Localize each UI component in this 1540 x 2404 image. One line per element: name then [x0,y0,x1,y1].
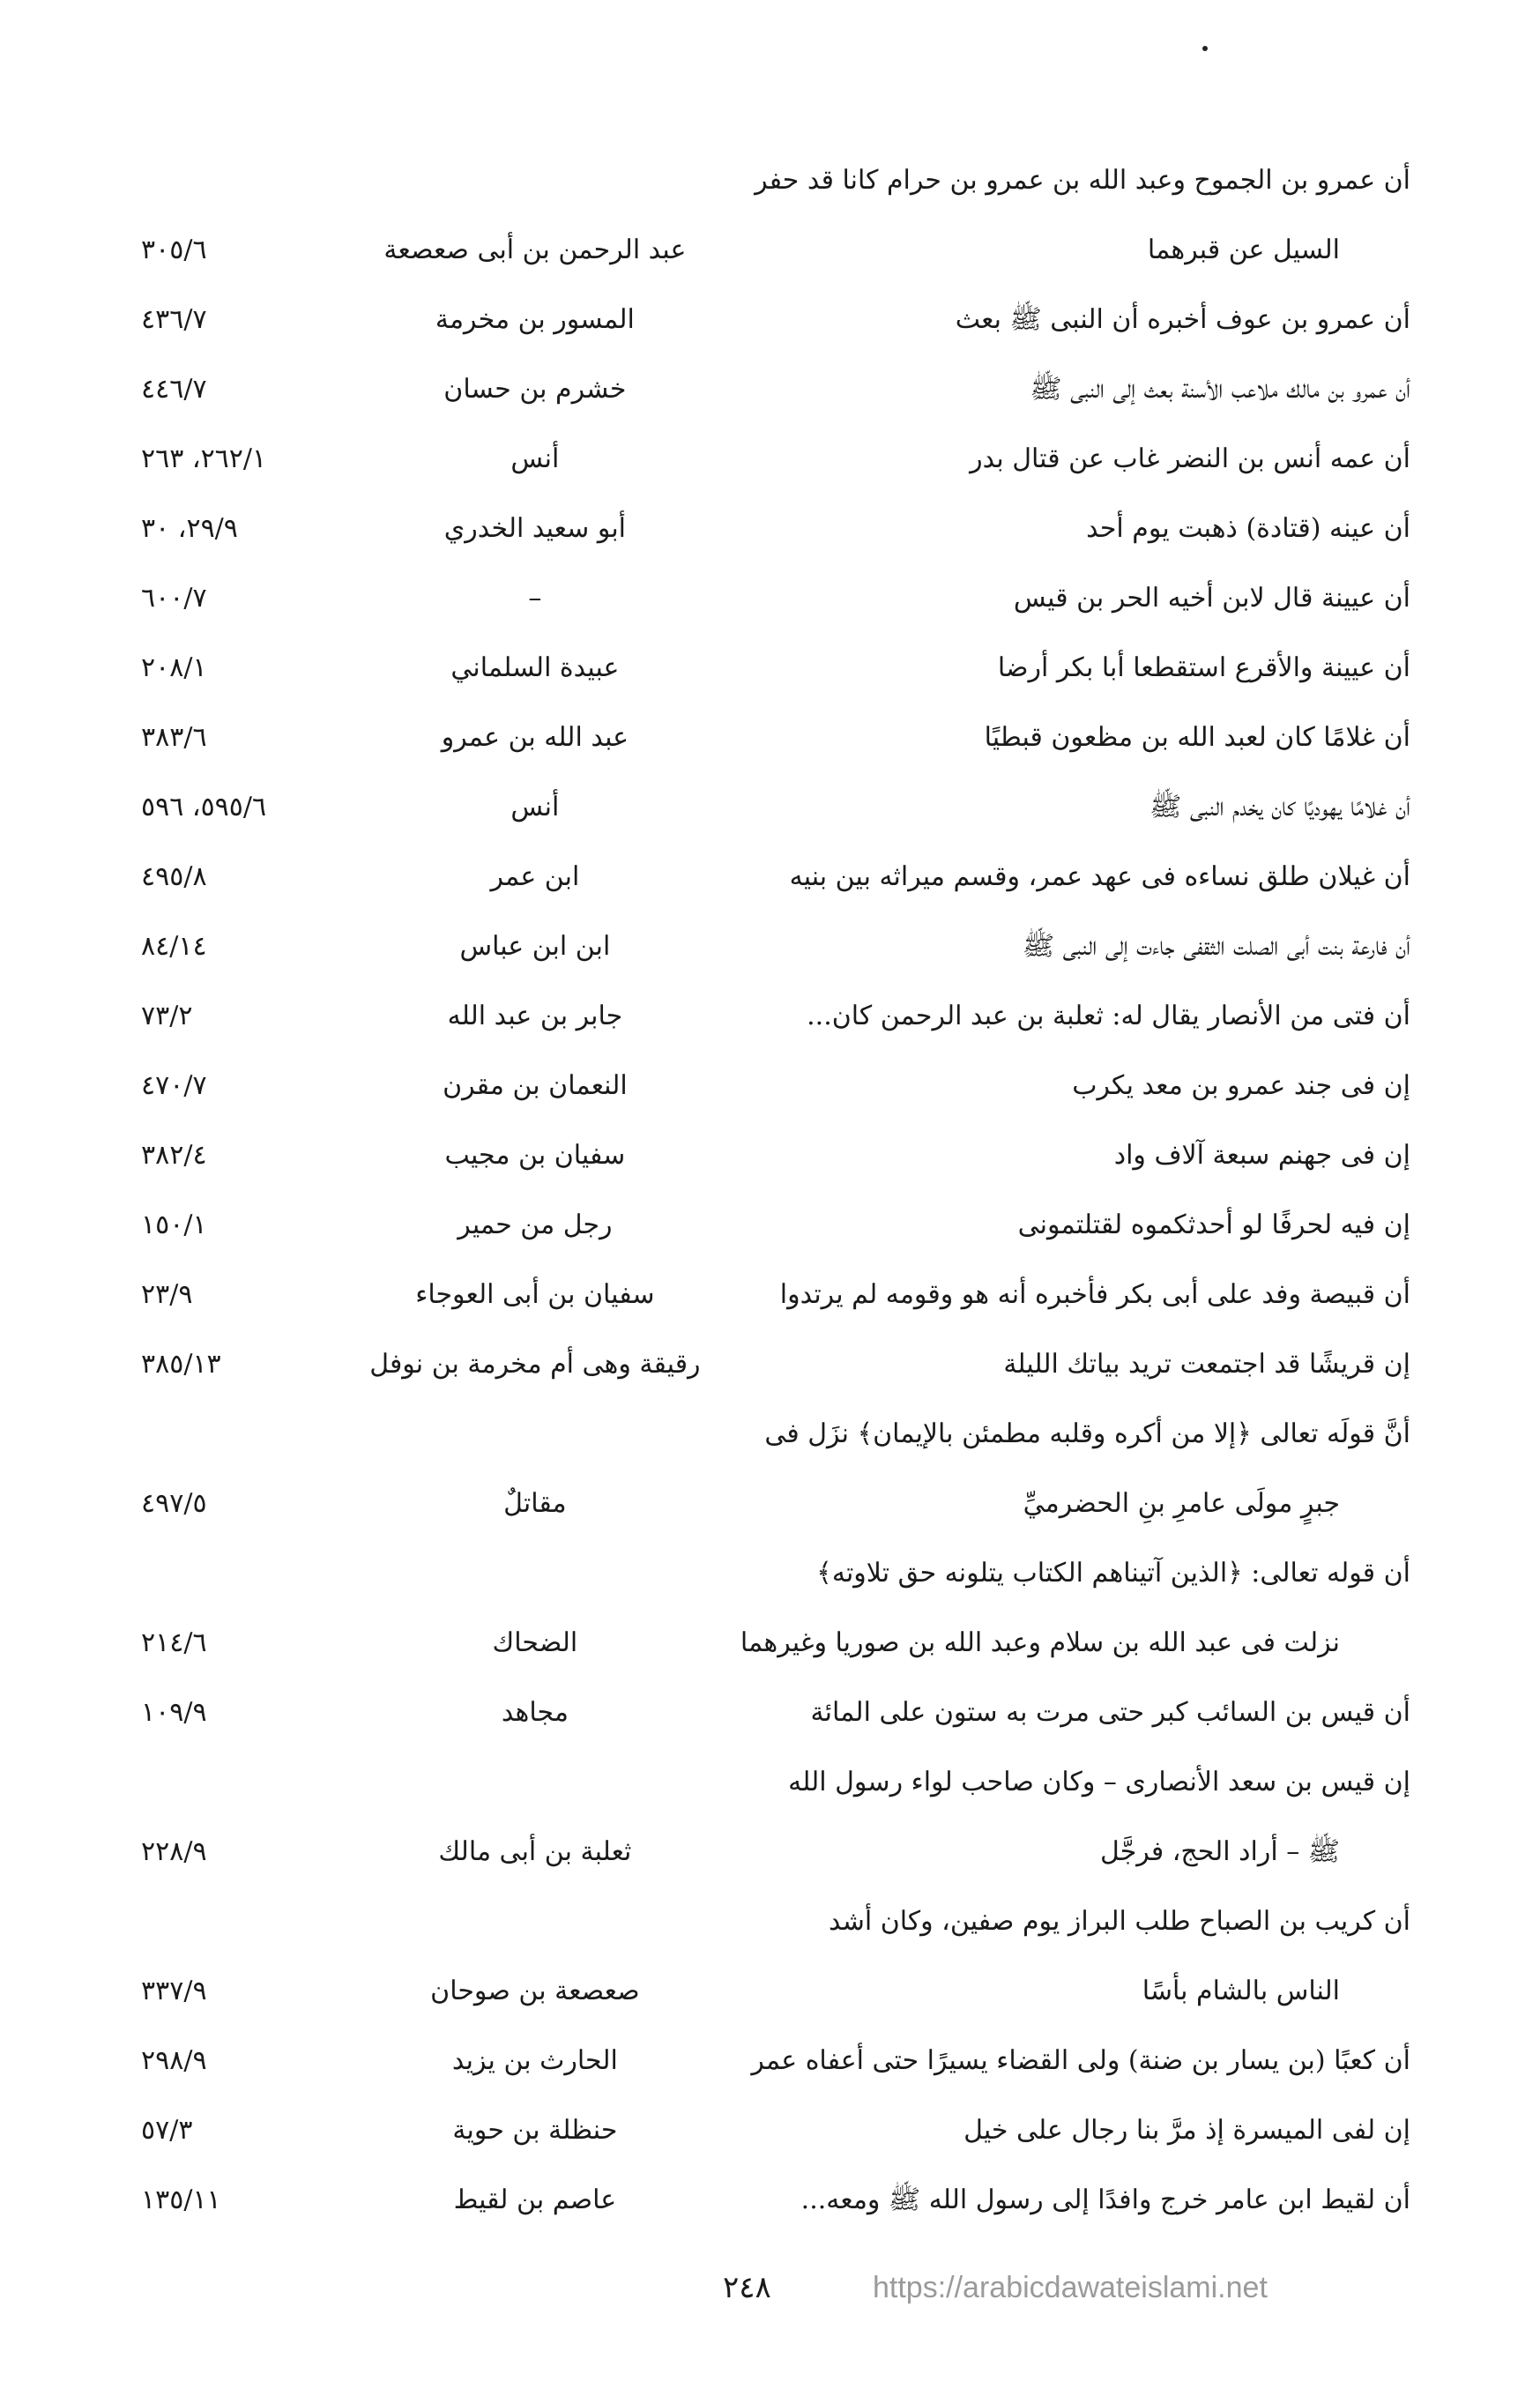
entry-narrator: رجل من حمير [458,1209,613,1240]
index-table [132,163,1410,2252]
entry-text [710,720,1410,755]
entry-text-line: أن قبيصة وفد على أبى بكر فأخبره أنه هو وقومه لم يرتدوا [779,1279,1410,1310]
index-entry [132,1556,1410,1661]
entry-narrator: سفيان بن أبى العوجاء [415,1279,655,1310]
entry-text [710,442,1410,477]
entry-text-line: أن كعبًا (بن يسار بن ضنة) ولى القضاء يسيرًا حتى أعفاه عمر [751,2045,1410,2076]
entry-text [710,1417,1410,1522]
entry-narrator: ابن عمر [490,861,580,892]
entry-text-line: إن فيه لحرفًا لو أحدثكموه لقتلتمونى [1017,1209,1410,1240]
entry-text [710,999,1410,1034]
entry-reference: ٢٣/٩ [141,1279,193,1310]
entry-narrator: سفيان بن مجيب [444,1140,626,1171]
entry-text [710,860,1410,895]
entry-text-line: إن فى جهنم سبعة آلاف واد [1113,1140,1410,1171]
entry-text-line: أن عيينة قال لابن أخيه الحر بن قيس [1013,583,1410,614]
entry-text [710,372,1410,407]
index-entry [132,1068,1410,1104]
index-entry [132,442,1410,477]
index-entry [132,651,1410,686]
index-entry [132,2183,1410,2218]
entry-text-line: أن فتى من الأنصار يقال له: ثعلبة بن عبد الرحمن كان... [807,1001,1410,1031]
index-entry [132,2113,1410,2148]
entry-text-line: أن عمه أنس بن النضر غاب عن قتال بدر [970,443,1410,474]
index-entry [132,720,1410,755]
page-mark [1202,46,1208,51]
entry-text [710,1347,1410,1382]
entry-reference: ٢٢٨/٩ [141,1836,207,1867]
index-entry [132,1277,1410,1313]
entry-reference: ٧٣/٢ [141,1001,193,1031]
index-entry [132,163,1410,268]
entry-text-line: أن غلامًا كان لعبد الله بن مظعون قبطيًا [984,722,1410,753]
entry-text [710,1556,1410,1661]
entry-text [710,1277,1410,1313]
entry-reference: ٢٩/٩، ٣٠ [141,513,238,544]
entry-text [710,302,1410,338]
entry-text-line: إن فى جند عمرو بن معد يكرب [1072,1070,1410,1101]
entry-text [710,929,1410,964]
entry-text-line: السيل عن قبرهما [1147,234,1340,265]
entry-text-line: أن فارعة بنت أبى الصلت الثقفى جاءت إلى النبى ﷺ [1022,931,1410,962]
entry-text [710,1904,1410,2009]
entry-narrator: جابر بن عبد الله [447,1001,623,1031]
entry-narrator: رقيقة وهى أم مخرمة بن نوفل [369,1349,701,1380]
entry-narrator: عبد الله بن عمرو [441,722,629,753]
entry-text [710,1068,1410,1104]
entry-reference: ٣٨٥/١٣ [141,1349,221,1380]
entry-reference: ٤٤٦/٧ [141,374,207,405]
index-entry [132,929,1410,964]
entry-text-line: أن غيلان طلق نساءه فى عهد عمر، وقسم ميراثه بين بنيه [789,861,1410,892]
entry-text-line: أنَّ قولَه تعالى ﴿إلا من أكره وقلبه مطمئن بالإيمان﴾ نزَل فى [764,1418,1410,1449]
entry-reference: ٥٩٥/٦، ٥٩٦ [141,792,267,822]
entry-reference: ٢٦٢/١، ٢٦٣ [141,443,267,474]
entry-text-line: إن قريشًا قد اجتمعت تريد بياتك الليلة [1003,1349,1410,1380]
index-entry [132,1347,1410,1382]
entry-text-line: أن عمرو بن مالك ملاعب الأسنة بعث إلى النبى ﷺ [1030,374,1410,405]
entry-reference: ٥٧/٣ [141,2115,193,2146]
entry-text-line: نزلت فى عبد الله بن سلام وعبد الله بن صوريا وغيرهما [740,1627,1340,1658]
entry-narrator: مقاتلٌ [503,1488,567,1519]
index-entry [132,1695,1410,1730]
entry-narrator: عاصم بن لقيط [453,2184,617,2215]
entry-reference: ٣٣٧/٩ [141,1976,207,2006]
entry-text-line: أن قيس بن السائب كبر حتى مرت به ستون على المائة [810,1697,1410,1728]
entry-narrator: المسور بن مخرمة [435,304,635,335]
entry-reference: ٨٤/١٤ [141,931,207,962]
entry-text [710,2183,1410,2218]
entry-text-line: إن قيس بن سعد الأنصارى – وكان صاحب لواء رسول الله [788,1767,1410,1797]
index-entry [132,1208,1410,1243]
entry-reference: ٤٩٥/٨ [141,861,207,892]
entry-reference: ١٣٥/١١ [141,2184,221,2215]
entry-text-line: أن قوله تعالى: ﴿الذين آتيناهم الكتاب يتلونه حق تلاوته﴾ [816,1558,1410,1589]
entry-text [710,2113,1410,2148]
entry-narrator: الحارث بن يزيد [451,2045,618,2076]
index-entry [132,790,1410,825]
entry-text [710,163,1410,268]
entry-text [710,1208,1410,1243]
entry-text-line: أن عمرو بن الجموح وعبد الله بن عمرو بن حرام كانا قد حفر [755,165,1410,196]
entry-narrator: صعصعة بن صوحان [430,1976,640,2006]
entry-text [710,790,1410,825]
entry-text-line: إن لفى الميسرة إذ مرَّ بنا رجال على خيل [963,2115,1410,2146]
entry-reference: ٤٧٠/٧ [141,1070,207,1101]
index-entry [132,999,1410,1034]
index-entry [132,2043,1410,2079]
entry-narrator: ثعلبة بن أبى مالك [438,1836,632,1867]
entry-reference: ٤٩٧/٥ [141,1488,207,1519]
entry-text-line: أن لقيط ابن عامر خرج وافدًا إلى رسول الله ﷺ ومعه... [800,2184,1410,2215]
page-number: ٢٤٨ [723,2270,771,2305]
entry-text-line: أن كريب بن الصباح طلب البراز يوم صفين، وكان أشد [828,1906,1410,1937]
entry-narrator: أبو سعيد الخدري [443,513,627,544]
entry-text-line: جبرٍ مولَى عامرِ بنِ الحضرميِّ [1023,1488,1340,1519]
entry-text-line: أن عينه (قتادة) ذهبت يوم أحد [1086,513,1410,544]
entry-reference: ٢٩٨/٩ [141,2045,207,2076]
entry-text-line: أن عمرو بن عوف أخبره أن النبى ﷺ بعث [955,304,1410,335]
entry-narrator: خشرم بن حسان [443,374,627,405]
index-entry [132,372,1410,407]
entry-narrator: ابن ابن عباس [459,931,611,962]
entry-text-line: أن عيينة والأقرع استقطعا أبا بكر أرضا [997,652,1410,683]
entry-reference: ٦٠٠/٧ [141,583,207,614]
entry-reference: ٤٣٦/٧ [141,304,207,335]
watermark-url[interactable]: https://arabicdawateislami.net [873,2271,1268,2304]
entry-narrator: حنظلة بن حوية [452,2115,618,2146]
index-entry [132,581,1410,616]
entry-text [710,581,1410,616]
entry-text-line: الناس بالشام بأسًا [1142,1976,1340,2006]
entry-reference: ٢٠٨/١ [141,652,207,683]
entry-reference: ٣٠٥/٦ [141,234,207,265]
index-entry [132,1904,1410,2009]
index-entry [132,860,1410,895]
entry-text [710,511,1410,547]
entry-narrator: – [528,583,542,614]
entry-reference: ٣٨٣/٦ [141,722,207,753]
index-entry [132,302,1410,338]
entry-reference: ٣٨٢/٤ [141,1140,207,1171]
entry-text [710,651,1410,686]
entry-text [710,1695,1410,1730]
entry-text [710,2043,1410,2079]
entry-narrator: أنس [510,443,560,474]
entry-narrator: أنس [510,792,560,822]
entry-narrator: النعمان بن مقرن [443,1070,628,1101]
entry-narrator: الضحاك [492,1627,578,1658]
entry-reference: ٢١٤/٦ [141,1627,207,1658]
entry-narrator: مجاهد [501,1697,569,1728]
index-entry [132,1417,1410,1522]
entry-narrator: عبيدة السلماني [450,652,620,683]
index-entry [132,511,1410,547]
index-entry [132,1765,1410,1870]
entry-reference: ١٠٩/٩ [141,1697,207,1728]
entry-reference: ١٥٠/١ [141,1209,207,1240]
entry-text-line: ﷺ – أراد الحج، فرجَّل [1100,1836,1340,1867]
index-entry [132,1138,1410,1173]
entry-text-line: أن غلامًا يهوديًا كان يخدم النبى ﷺ [1149,792,1410,822]
entry-text [710,1765,1410,1870]
entry-narrator: عبد الرحمن بن أبى صعصعة [383,234,687,265]
entry-text [710,1138,1410,1173]
